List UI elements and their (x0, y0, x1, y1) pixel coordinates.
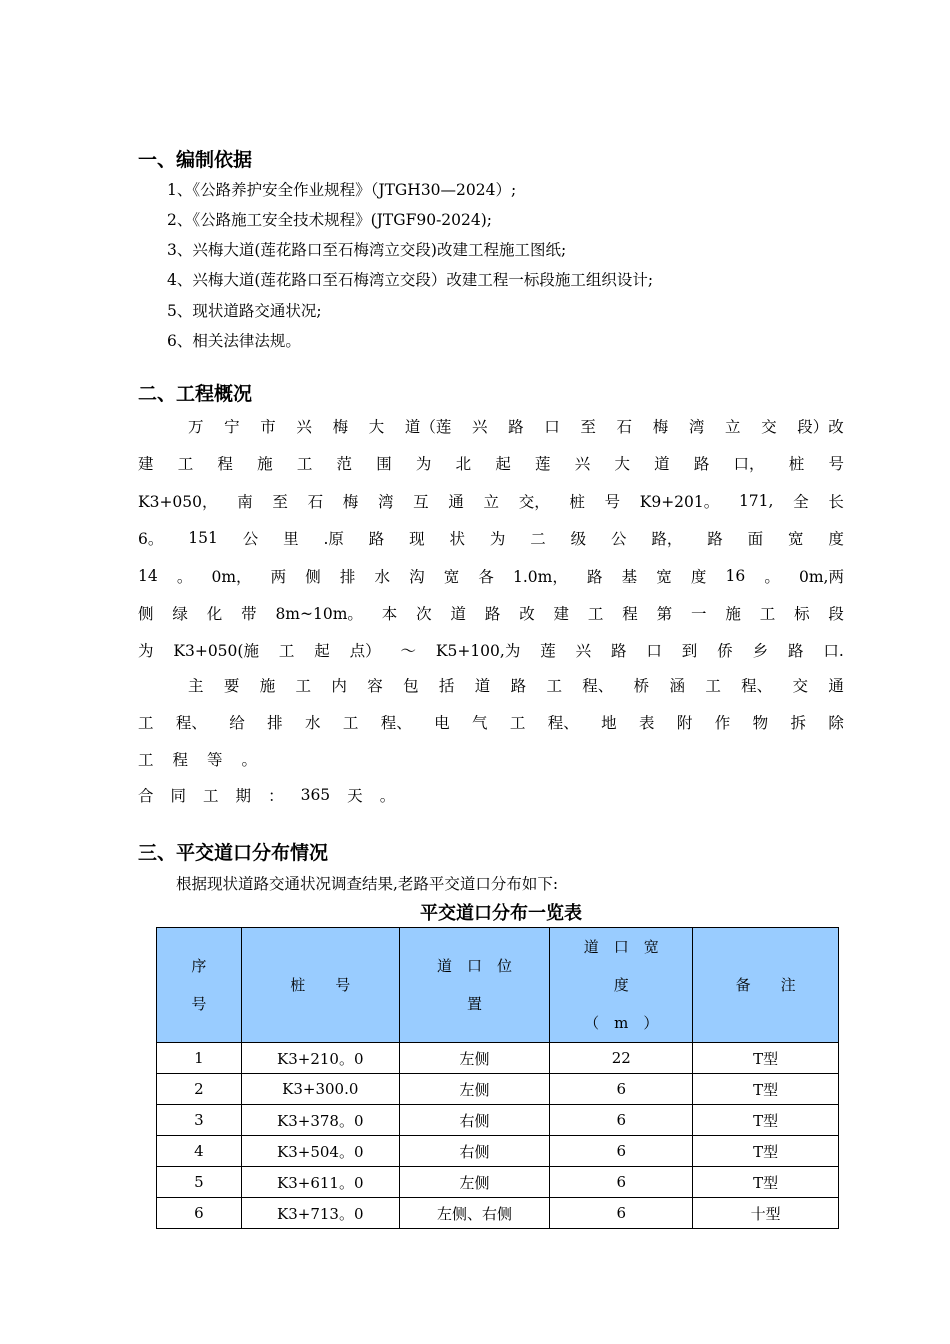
section2-word: 改 (519, 605, 535, 623)
section2-word: 各 (478, 568, 494, 586)
section2-word: K3+050， (138, 493, 218, 511)
section2-word: 程、 (175, 714, 207, 732)
section2-word: 路 (611, 642, 627, 660)
section1-item: 5、现状道路交通状况; (167, 302, 322, 320)
section2-word: 建 (553, 605, 570, 623)
section2-word: 施 (725, 605, 741, 623)
section2-word: 括 (438, 677, 455, 695)
section2-word: 工 (296, 455, 313, 473)
section2-word: 工 (295, 677, 312, 695)
section2-line (138, 489, 844, 513)
section2-word: 6。 (138, 530, 164, 548)
section2-word: 为 (138, 642, 154, 660)
header-stake: 桩 号 (241, 928, 399, 1043)
cell-width: 6 (550, 1198, 693, 1229)
section2-word: 附 (676, 714, 693, 732)
section2-word: 起 (495, 455, 511, 473)
section2-word: 段）改 (797, 418, 844, 436)
section2-word: 公 (242, 530, 259, 548)
section2-word: 内 (331, 677, 347, 695)
header-note: 备 注 (693, 928, 839, 1043)
section2-word: 电 (434, 714, 450, 732)
crossing-table (156, 927, 839, 1229)
section2-word: 口， (733, 455, 765, 473)
section2-word: 0m， (211, 568, 252, 586)
section2-line (138, 638, 844, 662)
section2-word: 要 (223, 677, 240, 695)
section2-word: 交， (518, 493, 550, 511)
cell-position: 右侧 (399, 1136, 550, 1167)
section2-word: 侨 (717, 642, 733, 660)
section2-word: 路 (510, 677, 527, 695)
cell-stake: K3+378。0 (241, 1105, 399, 1136)
section2-word: 16 (725, 567, 746, 585)
section2-word: 路 (368, 530, 385, 548)
section2-word: 给 (229, 714, 245, 732)
section2-word: 工 (587, 605, 604, 623)
section2-word: 宽 (443, 568, 460, 586)
section2-line (138, 526, 844, 550)
section2-word: 本 (381, 605, 398, 623)
section2-word: 兴 (296, 418, 312, 436)
section2-word: 现 (409, 530, 425, 548)
section2-word: 石 (307, 493, 324, 511)
section2-word: 容 (367, 677, 383, 695)
section3-title: 三、平交道口分布情况 (138, 842, 329, 864)
cell-note: 十型 (693, 1198, 839, 1229)
section2-word: 气 (472, 714, 488, 732)
section2-word: 路 (707, 530, 723, 548)
section2-word: 路 (508, 418, 524, 436)
section2-word: 口 (646, 642, 662, 660)
section2-word: 带 (241, 605, 257, 623)
section2-word: 公 (610, 530, 627, 548)
cell-note: T型 (693, 1074, 839, 1105)
section2-word: 交 (792, 677, 809, 695)
section2-word: 表 (639, 714, 655, 732)
section2-word: 绿 (172, 605, 188, 623)
section2-word: 施 (257, 455, 273, 473)
section2-word: 施 (259, 677, 276, 695)
section2-word: 地 (601, 714, 617, 732)
section2-line (138, 601, 844, 625)
section2-word: 号 (604, 493, 621, 511)
table-row (157, 1043, 839, 1074)
section2-word: 151 (188, 529, 218, 547)
section2-word: 口. (823, 642, 844, 660)
section2-word: 工 (342, 714, 359, 732)
section2-word: 。 (241, 751, 258, 769)
header-seq-line2: 号 (191, 995, 207, 1013)
table-row (157, 1105, 839, 1136)
table-row (157, 1136, 839, 1167)
section2-word: 。 (379, 787, 396, 805)
section2-word: 乡 (752, 642, 769, 660)
header-seq (157, 928, 242, 1043)
section2-word: 侧 (305, 568, 321, 586)
header-width-line2: 度 (613, 976, 629, 994)
section2-word: 至 (580, 418, 596, 436)
section2-word: 北 (455, 455, 472, 473)
section2-word: 工 (546, 677, 562, 695)
section2-word: 道 (450, 605, 466, 623)
section2-word: 号 (828, 455, 844, 473)
section2-word: 梅 (332, 418, 349, 436)
section2-word: 互 (413, 493, 429, 511)
cell-width: 6 (550, 1074, 693, 1105)
section2-word: 程、 (741, 677, 773, 695)
section2-word: 道 (654, 455, 670, 473)
section2-word: 兴 (574, 455, 591, 473)
cell-seq: 5 (157, 1167, 242, 1198)
table-row (157, 1074, 839, 1105)
section2-word: 等 (207, 751, 223, 769)
section2-word: 宽 (656, 568, 672, 586)
section2-word: 级 (570, 530, 587, 548)
section2-word: K5+100,为 (435, 642, 521, 660)
section2-word: 兴 (575, 642, 592, 660)
cell-width: 6 (550, 1105, 693, 1136)
section2-word: 物 (752, 714, 769, 732)
section2-word: 工 (138, 714, 154, 732)
section2-line (188, 673, 844, 697)
section2-word: 程、 (582, 677, 614, 695)
section2-word: 面 (747, 530, 764, 548)
section2-word: 365 (300, 786, 331, 804)
section2-word: 南 (237, 493, 253, 511)
cell-stake: K3+300.0 (241, 1074, 399, 1105)
section2-word: 8m~10m。 (275, 605, 363, 623)
cell-seq: 1 (157, 1043, 242, 1074)
section2-word: 。 (764, 568, 780, 586)
section2-word: 路 (586, 568, 603, 586)
section2-word: 交 (761, 418, 777, 436)
section2-word: 大 (614, 455, 630, 473)
section2-word: 点） (349, 642, 381, 660)
section2-word: 立 (724, 418, 741, 436)
section2-word: 程 (217, 455, 233, 473)
section2-word: 道 (474, 677, 491, 695)
table-caption: 平交道口分布一览表 (420, 903, 582, 924)
table-row (157, 1198, 839, 1229)
section2-word: 围 (376, 455, 392, 473)
section2-word: 桩 (569, 493, 585, 511)
section2-word: 两 (270, 568, 287, 586)
cell-seq: 3 (157, 1105, 242, 1136)
section2-word: 14 (138, 567, 158, 585)
cell-seq: 4 (157, 1136, 242, 1167)
section2-word: 侧 (138, 605, 154, 623)
section2-line (138, 747, 257, 771)
section2-word: 排 (267, 714, 283, 732)
section2-word: 除 (828, 714, 844, 732)
section2-word: 长 (828, 493, 844, 511)
section2-word: 水 (305, 714, 321, 732)
section2-word: 包 (403, 677, 419, 695)
section2-word: 通 (448, 493, 464, 511)
header-position-line1: 道 口 位 (437, 957, 513, 975)
section2-word: 市 (260, 418, 276, 436)
section2-word: 水 (374, 568, 391, 586)
section2-word: 里 (283, 530, 299, 548)
section2-word: 路 (484, 605, 501, 623)
section2-word: 化 (206, 605, 223, 623)
section2-word: 合 (138, 787, 154, 805)
section2-title: 二、工程概况 (138, 383, 253, 405)
section2-word: 立 (483, 493, 500, 511)
section2-word: 桩 (788, 455, 805, 473)
section2-word: 工 (203, 787, 219, 805)
section2-line (138, 710, 844, 734)
section2-word: 梅 (342, 493, 359, 511)
section1-item: 3、兴梅大道(莲花路口至石梅湾立交段)改建工程施工图纸; (167, 241, 567, 259)
cell-position: 左侧、右侧 (399, 1198, 550, 1229)
section2-word: 工 (509, 714, 526, 732)
section1-item: 4、兴梅大道(莲花路口至石梅湾立交段）改建工程一标段施工组织设计; (167, 271, 654, 289)
section2-word: 工 (138, 751, 154, 769)
cell-width: 22 (550, 1043, 693, 1074)
section2-word: 全 (793, 493, 809, 511)
section2-word: K9+201。 (639, 493, 720, 511)
section2-word: 标 (794, 605, 810, 623)
section2-word: 建 (138, 455, 154, 473)
cell-stake: K3+713。0 (241, 1198, 399, 1229)
section2-line (138, 783, 395, 807)
header-position-line2: 置 (467, 995, 483, 1013)
header-width (550, 928, 693, 1043)
section2-word: K3+050(施 (173, 642, 259, 660)
section1-item: 6、相关法律法规。 (167, 332, 301, 350)
section2-word: 拆 (790, 714, 807, 732)
section2-word: 段 (828, 605, 844, 623)
section2-word: 湾 (688, 418, 705, 436)
section2-word: 程、 (380, 714, 412, 732)
table-header-row (157, 928, 839, 1043)
section3-intro: 根据现状道路交通状况调查结果,老路平交道口分布如下: (176, 875, 559, 893)
section2-line (188, 414, 844, 438)
section2-word: 莲 (540, 642, 556, 660)
cell-seq: 2 (157, 1074, 242, 1105)
section2-word: 为 (489, 530, 506, 548)
section2-word: 桥 (633, 677, 650, 695)
header-position (399, 928, 550, 1043)
section2-word: 路 (693, 455, 710, 473)
section2-word: 起 (314, 642, 330, 660)
section2-word: 梅 (652, 418, 669, 436)
section2-word: 0m,两 (798, 568, 844, 586)
section2-word: 路， (651, 530, 683, 548)
section2-word: ～ (400, 642, 417, 660)
section2-word: 工 (278, 642, 295, 660)
section2-word: 第 (656, 605, 673, 623)
section2-word: 期 (235, 787, 252, 805)
section2-word: 湾 (377, 493, 394, 511)
cell-seq: 6 (157, 1198, 242, 1229)
header-width-line3: （ m ） (584, 1014, 659, 1032)
section2-word: 道（莲 (404, 418, 452, 436)
table-row (157, 1167, 839, 1198)
cell-position: 左侧 (399, 1043, 550, 1074)
section2-word: 范 (336, 455, 353, 473)
section2-word: 宁 (224, 418, 240, 436)
section2-word: 大 (368, 418, 385, 436)
section2-word: 作 (714, 714, 731, 732)
section2-word: 171, (738, 492, 774, 510)
section2-word: 排 (339, 568, 356, 586)
section2-word: 主 (188, 677, 204, 695)
section2-word: 同 (170, 787, 187, 805)
section1-item: 2、《公路施工安全技术规程》(JTGF90-2024); (167, 211, 493, 229)
cell-position: 右侧 (399, 1105, 550, 1136)
cell-stake: K3+210。0 (241, 1043, 399, 1074)
cell-note: T型 (693, 1105, 839, 1136)
section2-word: 到 (681, 642, 698, 660)
section2-word: 天 (347, 787, 363, 805)
cell-note: T型 (693, 1043, 839, 1074)
section2-word: 。 (176, 568, 193, 586)
section2-word: 为 (415, 455, 432, 473)
section2-word: 程、 (547, 714, 579, 732)
section2-word: 程 (622, 605, 638, 623)
cell-note: T型 (693, 1136, 839, 1167)
cell-width: 6 (550, 1167, 693, 1198)
header-seq-line1: 序 (191, 957, 207, 975)
section2-word: 涵 (669, 677, 685, 695)
cell-stake: K3+504。0 (241, 1136, 399, 1167)
section1-item: 1、《公路养护安全作业规程》（JTGH30—2024）; (167, 181, 517, 199)
section2-word: 宽 (787, 530, 804, 548)
cell-note: T型 (693, 1167, 839, 1198)
section1-title: 一、编制依据 (138, 149, 253, 171)
section2-word: 基 (621, 568, 638, 586)
section2-word: 度 (690, 568, 707, 586)
section2-word: 石 (616, 418, 633, 436)
section2-word: 度 (828, 530, 844, 548)
section2-word: ： (268, 787, 284, 805)
cell-position: 左侧 (399, 1074, 550, 1105)
section2-word: 一 (690, 605, 707, 623)
section2-word: 1.0m， (513, 568, 568, 586)
section2-word: 沟 (409, 568, 425, 586)
section2-word: 程 (172, 751, 189, 769)
section2-word: 口 (544, 418, 560, 436)
section2-word: 兴 (471, 418, 488, 436)
cell-width: 6 (550, 1136, 693, 1167)
section2-word: .原 (323, 530, 344, 548)
section2-word: 莲 (535, 455, 551, 473)
section2-word: 至 (272, 493, 288, 511)
section2-word: 工 (177, 455, 194, 473)
cell-stake: K3+611。0 (241, 1167, 399, 1198)
section2-word: 次 (416, 605, 432, 623)
section2-word: 通 (828, 677, 844, 695)
section2-word: 工 (705, 677, 721, 695)
section2-word: 二 (530, 530, 546, 548)
section2-word: 路 (787, 642, 804, 660)
section2-line (138, 564, 844, 588)
section2-line (138, 451, 844, 475)
cell-position: 左侧 (399, 1167, 550, 1198)
section2-word: 状 (449, 530, 465, 548)
header-width-line1: 道 口 宽 (583, 938, 659, 956)
section2-word: 万 (188, 418, 204, 436)
section2-word: 工 (759, 605, 776, 623)
